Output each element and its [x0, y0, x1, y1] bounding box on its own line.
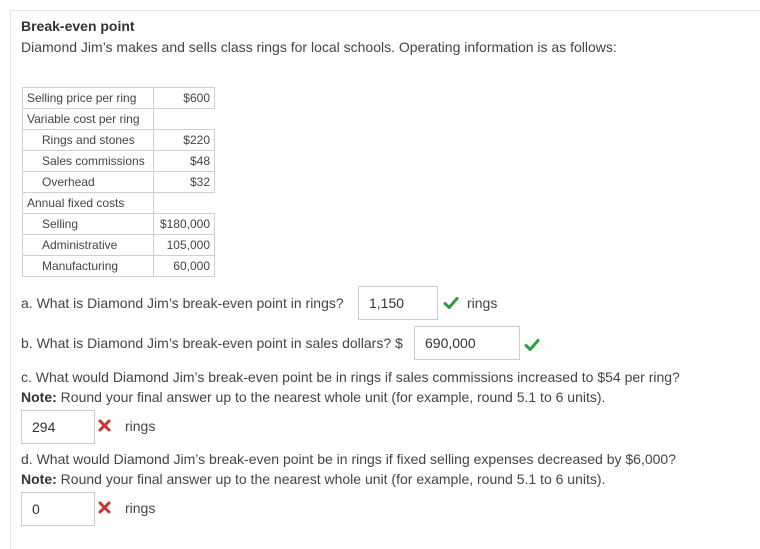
question-c-text: c. What would Diamond Jim’s break-even point be in rings if sales commissions increased to $54 per ring? — [21, 369, 680, 385]
selling-label: Selling — [23, 214, 154, 235]
rings-stones-label: Rings and stones — [23, 130, 154, 151]
intro-text: Diamond Jim’s makes and sells class rings for local schools. Operating information is as follows: — [21, 39, 617, 55]
overhead-label: Overhead — [23, 172, 154, 193]
rings-stones-value: $220 — [154, 130, 215, 151]
table-row — [23, 172, 215, 193]
selling-value: $180,000 — [154, 214, 215, 235]
manufacturing-label: Manufacturing — [23, 256, 154, 277]
check-icon — [524, 337, 540, 353]
overhead-value: $32 — [154, 172, 215, 193]
annual-fixed-label: Annual fixed costs — [23, 193, 154, 214]
question-a-text: a. What is Diamond Jim’s break-even point in rings? — [21, 295, 344, 311]
administrative-value: 105,000 — [154, 235, 215, 256]
note-text: Round your final answer up to the nearest whole unit (for example, round 5.1 to 6 units). — [56, 471, 606, 487]
note-text: Round your final answer up to the nearest whole unit (for example, round 5.1 to 6 units). — [56, 389, 606, 405]
question-b-text: b. What is Diamond Jim’s break-even point in sales dollars? $ — [21, 335, 403, 351]
answer-c-input[interactable]: 294 — [21, 410, 95, 444]
x-icon — [98, 501, 111, 514]
answer-d-input[interactable]: 0 — [21, 492, 95, 526]
x-icon — [98, 419, 111, 432]
answer-c-unit: rings — [125, 418, 156, 434]
manufacturing-value: 60,000 — [154, 256, 215, 277]
table-row — [23, 151, 215, 172]
table-row — [23, 109, 215, 130]
table-row — [23, 193, 215, 214]
answer-b-input[interactable]: 690,000 — [414, 326, 520, 360]
variable-cost-label: Variable cost per ring — [23, 109, 154, 130]
question-d-note — [21, 471, 605, 487]
question-d-text: d. What would Diamond Jim’s break-even point be in rings if fixed selling expenses decreased by $6,000? — [21, 451, 676, 467]
sales-commissions-label: Sales commissions — [23, 151, 154, 172]
page-title: Break-even point — [21, 18, 135, 34]
table-row — [23, 214, 215, 235]
answer-a-unit: rings — [467, 295, 498, 311]
question-c-note — [21, 389, 605, 405]
selling-price-value: $600 — [154, 88, 215, 109]
answer-d-unit: rings — [125, 500, 156, 516]
table-row — [23, 130, 215, 151]
selling-price-label: Selling price per ring — [23, 88, 154, 109]
operating-info-table — [22, 87, 215, 277]
answer-a-input[interactable]: 1,150 — [358, 286, 438, 320]
table-row — [23, 235, 215, 256]
check-icon — [443, 295, 459, 311]
table-row — [23, 256, 215, 277]
note-label: Note: — [21, 471, 57, 487]
sales-commissions-value: $48 — [154, 151, 215, 172]
note-label: Note: — [21, 389, 57, 405]
table-row — [23, 88, 215, 109]
administrative-label: Administrative — [23, 235, 154, 256]
